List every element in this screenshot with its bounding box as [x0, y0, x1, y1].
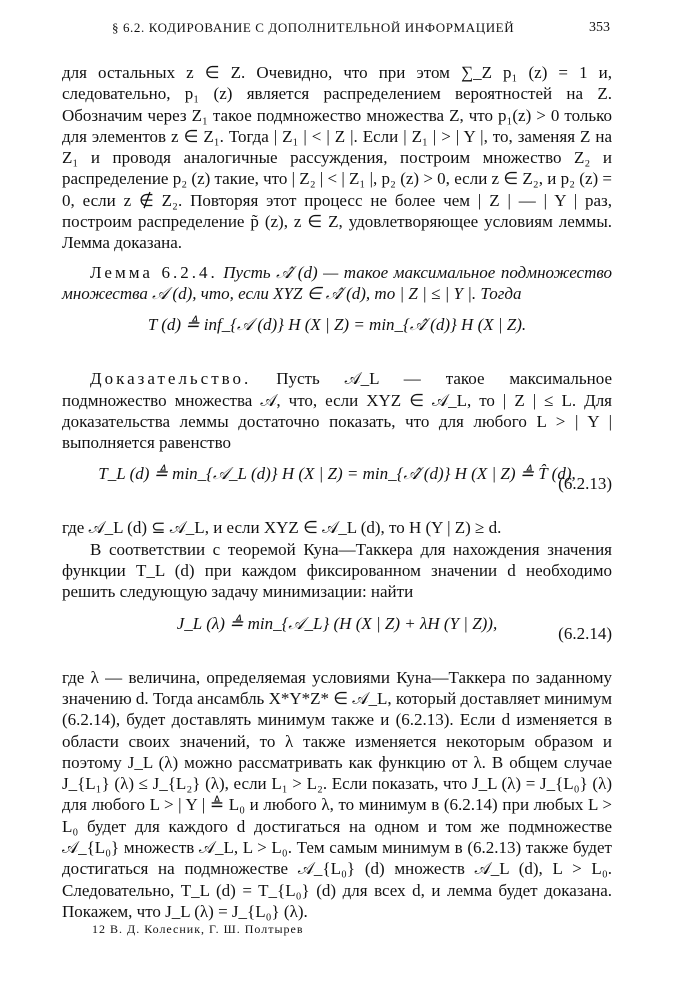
footer-signature: 12 В. Д. Колесник, Г. Ш. Полтырев	[92, 922, 304, 936]
page-body	[62, 62, 612, 922]
page-number: 353	[589, 20, 610, 35]
formula-lemma-expr: T (d) ≜ inf_{𝒜 (d)} H (X | Z) = min_{𝒜̂ (d)} H (X | Z).	[147, 315, 527, 335]
paragraph-lambda: где λ — величина, определяемая условиями Куна—Таккера по заданному значению d. Тогда ансамбль X*Y*Z* ∈ 𝒜_L, который доставляет минимум (6.2.14), будет доставлять минимум также и (6.2.13). Если d изменяется в области своих значений, то λ также изменяется некоторым образом и поэтому J_L (λ) можно рассматривать как функцию от λ. В общем случае J_{L₁} (λ) ≤ J_{L₂} (λ), если L₁ > L₂. Если показать, что J_L (λ) = J_{L₀} (λ) для любого L > | Y | ≜ L₀ и любого λ, то минимум в (6.2.14) при любых L > L₀ будет для каждого d достигаться на одном и том же подмножестве 𝒜_{L₀} множеств 𝒜_L, L > L₀. Тем самым минимум в (6.2.13) также будет достигаться на подмножестве 𝒜_{L₀} (d) множеств 𝒜_L (d), L > L₀. Следовательно, T_L (d) = T_{L₀} (d) для всех d, и лемма будет доказана. Покажем, что J_L (λ) = J_{L₀} (λ).	[62, 667, 612, 921]
formula-6-2-14-expr: J_L (λ) ≜ min_{𝒜_L} (H (X | Z) + λH (Y | Z)),	[176, 613, 498, 633]
formula-lemma	[62, 314, 612, 358]
lemma-statement	[62, 262, 612, 305]
lemma-label: Лемма 6.2.4.	[90, 262, 218, 282]
lemma-text: Пусть 𝒜̂ (d) — такое максимальное подмножество множества 𝒜 (d), что, если XYZ ∈ 𝒜̂ (d), то | Z | ≤ | Y |. Тогда	[62, 262, 613, 303]
running-title: § 6.2. КОДИРОВАНИЕ С ДОПОЛНИТЕЛЬНОЙ ИНФОРМАЦИЕЙ	[112, 20, 515, 35]
formula-6-2-14	[62, 613, 612, 657]
proof-text: Пусть 𝒜_L — такое максимальное подмножество множества 𝒜, что, если XYZ ∈ 𝒜_L, то | Z | ≤ L. Для доказательства леммы достаточно показать, что для любого L > | Y | выполняется равенство	[62, 369, 613, 453]
paragraph-continuation: для остальных z ∈ Z. Очевидно, что при этом ∑_Z p₁ (z) = 1 и, следовательно, p₁ (z) является распределением вероятностей на Z. Обозначим через Z₁ такое подмножество множества Z, что p₁(z) > 0 только для элементов z ∈ Z₁. Тогда | Z₁ | < | Z |. Если | Z₁ | > | Y |, то, заменяя Z на Z₁ и проводя аналогичные рассуждения, построим множество Z₂ и распределение p₂ (z) такие, что | Z₂ | < | Z₁ |, p₂ (z) > 0, если z ∈ Z₂, и p₂ (z) = 0, если z ∉ Z₂. Повторяя этот процесс не более чем | Z | — | Y | раз, построим распределение p̃ (z), z ∈ Z, удовлетворяющее условиям леммы. Лемма доказана.	[62, 63, 612, 253]
paragraph-kuhn-tucker: В соответствии с теоремой Куна—Таккера для нахождения значения функции T_L (d) при каждом фиксированном значении d необходимо решить следующую задачу минимизации: найти	[62, 539, 612, 602]
proof-paragraph	[62, 368, 612, 453]
formula-6-2-13-expr: T_L (d) ≜ min_{𝒜_L (d)} H (X | Z) = min_{𝒜̂ (d)} H (X | Z) ≜ T̂ (d),	[98, 464, 576, 484]
running-header	[112, 20, 610, 36]
proof-label: Доказательство.	[90, 369, 252, 389]
paragraph-where: где 𝒜_L (d) ⊆ 𝒜_L, и если XYZ ∈ 𝒜_L (d), то H (Y | Z) ≥ d.	[62, 518, 502, 538]
equation-number-6-2-13: (6.2.13)	[558, 474, 612, 494]
formula-6-2-13	[62, 463, 612, 507]
equation-number-6-2-14: (6.2.14)	[558, 623, 612, 643]
